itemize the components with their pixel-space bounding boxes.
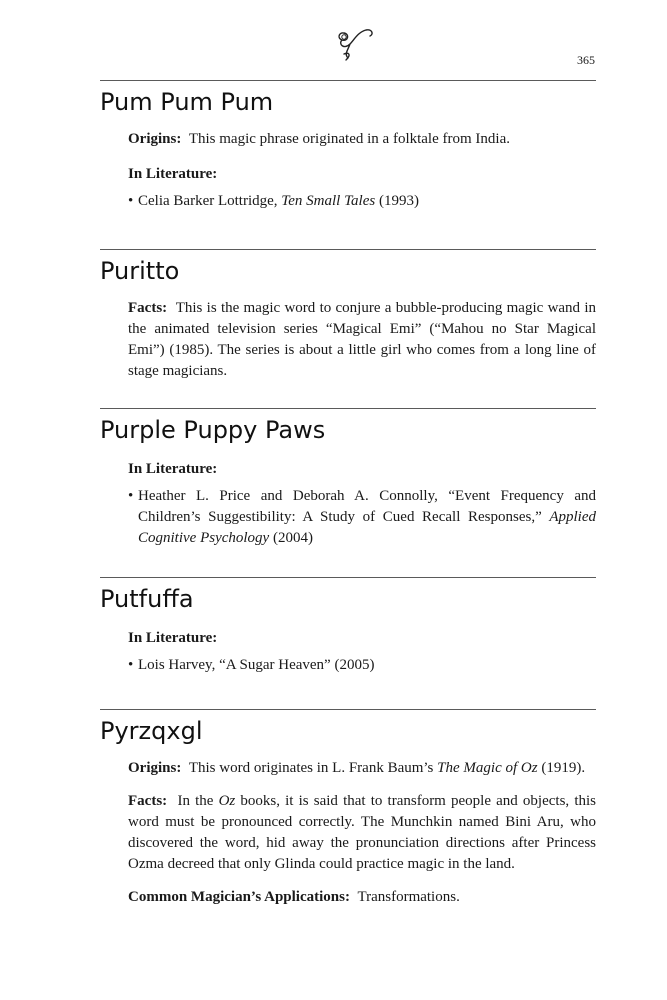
- literature-list: [128, 655, 596, 676]
- facts-text: This is the magic word to conjure a bubble-producing magic wand in the animated television series “Magical Emi” (“Mahou no Star Magical Emi”) (1985). The series is about a little girl who comes from a long line of stage magicians.: [128, 300, 597, 379]
- entry-putfuffa: [100, 577, 596, 676]
- origins-label: Origins:: [128, 131, 182, 147]
- list-item: • Heather L. Price and Deborah A. Connolly, “Event Frequency and Children’s Suggestibility: A Study of Cued Recall Responses,” Applied Cognitive Psychology (2004): [128, 488, 596, 546]
- facts-paragraph: Facts: In the Oz books, it is said that to transform people and objects, this word must be pronounced correctly. The Munchkin named Bini Aru, who discovered the word, hid away the pronunciation directions after Princess Ozma decreed that only Glinda could practice magic in the land.: [128, 793, 596, 872]
- section-divider: [100, 249, 596, 250]
- list-item: • Lois Harvey, “A Sugar Heaven” (2005): [128, 657, 375, 673]
- applications-paragraph: [128, 887, 596, 908]
- page-number: 365: [577, 53, 595, 67]
- entry-title: Putfuffa: [100, 585, 194, 613]
- calligraphic-flourish-icon: [332, 24, 378, 64]
- facts-label: Facts:: [128, 793, 168, 809]
- applications-label: Common Magician’s Applications:: [128, 889, 350, 905]
- facts-label: Facts:: [128, 300, 168, 316]
- section-divider: [100, 577, 596, 578]
- list-item: • Celia Barker Lottridge, Ten Small Tales (1993): [128, 193, 419, 209]
- entry-pyrzqxgl: [100, 709, 596, 908]
- entry-puritto: [100, 249, 596, 382]
- facts-paragraph: [128, 298, 596, 382]
- entry-title: Purple Puppy Paws: [100, 416, 326, 444]
- literature-label: In Literature:: [128, 630, 218, 646]
- section-divider: [100, 80, 596, 81]
- origins-paragraph: Origins: This word originates in L. Frank Baum’s The Magic of Oz (1919).: [128, 760, 586, 776]
- applications-text: Transformations.: [357, 889, 460, 905]
- entry-title: Puritto: [100, 257, 180, 285]
- origins-label: Origins:: [128, 760, 182, 776]
- literature-label: In Literature:: [128, 461, 218, 477]
- literature-list: [128, 486, 596, 549]
- origins-text: This magic phrase originated in a folktale from India.: [188, 131, 510, 147]
- origins-paragraph: [128, 129, 596, 150]
- entry-pum-pum-pum: [100, 80, 596, 212]
- entry-title: Pyrzqxgl: [100, 717, 203, 745]
- literature-label: In Literature:: [128, 166, 218, 182]
- section-divider: [100, 408, 596, 409]
- entry-purple-puppy-paws: [100, 408, 596, 549]
- literature-list: [128, 191, 596, 212]
- section-divider: [100, 709, 596, 710]
- entry-title: Pum Pum Pum: [100, 88, 274, 116]
